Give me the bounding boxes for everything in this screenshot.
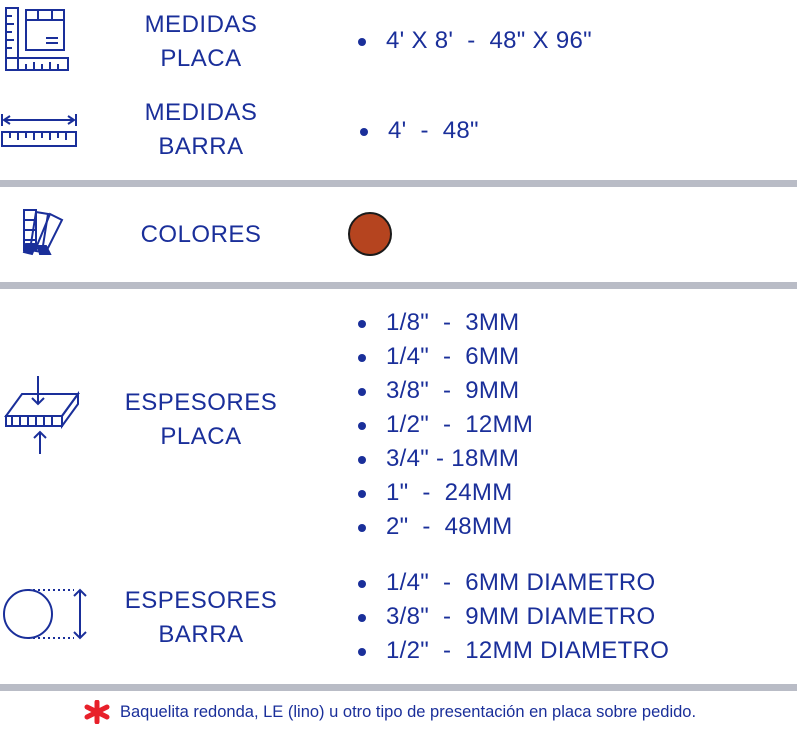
medidas-barra-label <box>120 96 282 164</box>
list-item: 3/4" - 18MM <box>356 442 533 476</box>
medidas-barra-list <box>358 114 479 148</box>
medidas-placa-label-line2: PLACA <box>160 45 242 72</box>
list-item: 2" - 48MM <box>356 510 533 544</box>
footnote-text: Baquelita redonda, LE (lino) u otro tipo de presentación en placa sobre pedido. <box>120 703 697 721</box>
ruler-arrow-icon <box>0 112 80 157</box>
list-item: 1" - 24MM <box>356 476 533 510</box>
espesores-barra-label-line1: ESPESORES <box>124 587 278 614</box>
medidas-placa-label-line1: MEDIDAS <box>144 11 258 38</box>
rod-diameter-icon <box>2 584 88 651</box>
list-item: 1/8" - 3MM <box>356 306 533 340</box>
box-dimensions-icon <box>4 6 70 77</box>
divider <box>0 282 797 289</box>
espesores-placa-list <box>356 306 533 544</box>
medidas-barra-label-line1: MEDIDAS <box>144 99 258 126</box>
divider <box>0 180 797 187</box>
colores-label-text: COLORES <box>140 221 262 248</box>
list-item: 1/2" - 12MM <box>356 408 533 442</box>
list-item: 3/8" - 9MM <box>356 374 533 408</box>
espesores-barra-label <box>112 584 290 652</box>
divider <box>0 684 797 691</box>
espesores-placa-label-line1: ESPESORES <box>124 389 278 416</box>
color-swatches-icon <box>20 206 70 261</box>
color-swatch <box>348 212 392 256</box>
colores-label <box>120 218 282 252</box>
medidas-barra-label-line2: BARRA <box>158 133 244 160</box>
list-item: 4' X 8' - 48" X 96" <box>356 24 592 58</box>
espesores-barra-label-line2: BARRA <box>158 621 244 648</box>
espesores-barra-list <box>356 566 669 668</box>
list-item: 4' - 48" <box>358 114 479 148</box>
list-item: 3/8" - 9MM DIAMETRO <box>356 600 669 634</box>
list-item: 1/2" - 12MM DIAMETRO <box>356 634 669 668</box>
list-item: 1/4" - 6MM DIAMETRO <box>356 566 669 600</box>
medidas-placa-list <box>356 24 592 58</box>
list-item: 1/4" - 6MM <box>356 340 533 374</box>
plate-thickness-icon <box>2 374 82 461</box>
espesores-placa-label-line2: PLACA <box>160 423 242 450</box>
espesores-placa-label <box>112 386 290 454</box>
medidas-placa-label <box>120 8 282 76</box>
